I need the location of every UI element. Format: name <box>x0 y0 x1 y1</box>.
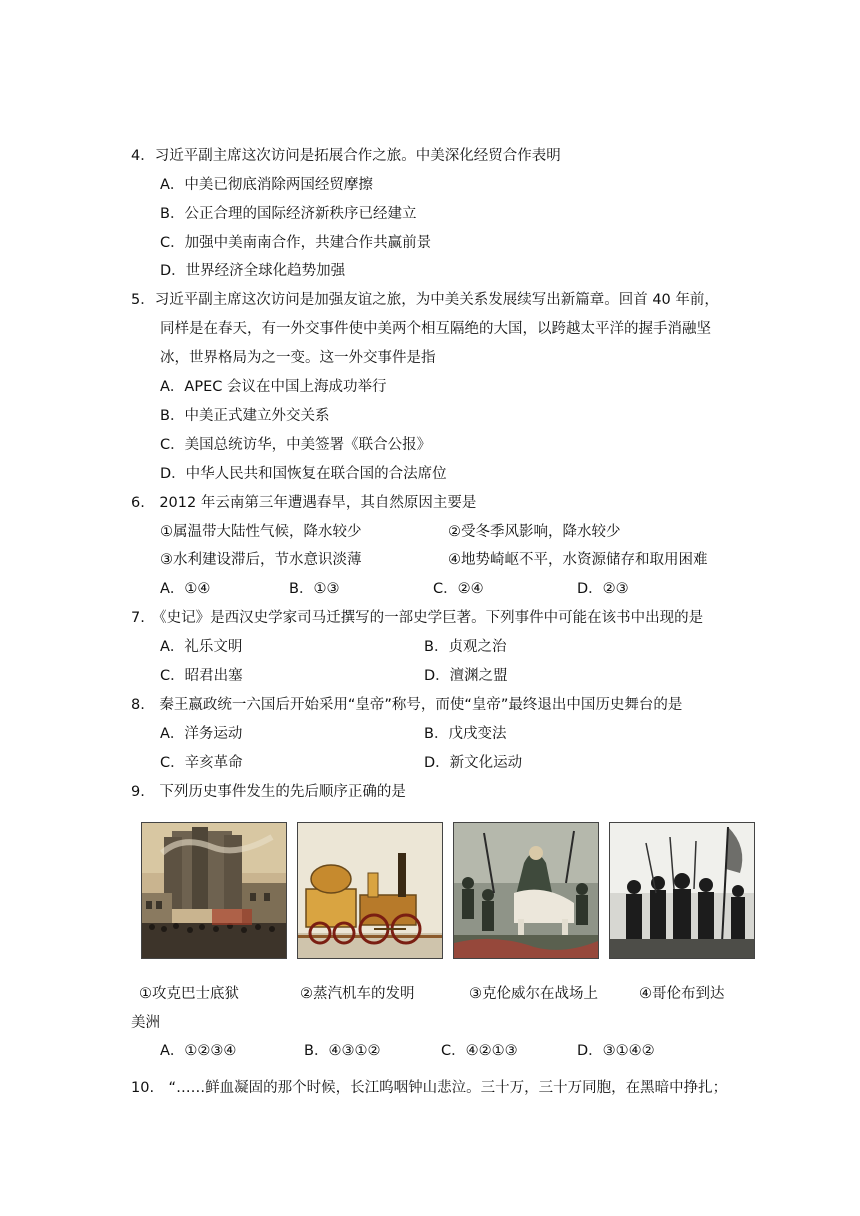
q5-option-b: B．中美正式建立外交关系 <box>160 408 330 424</box>
q9-caption-4-cont: 美洲 <box>131 1015 160 1031</box>
q9-option-b: B．④③①② <box>304 1043 381 1059</box>
q5-stem-line1: 5．习近平副主席这次访问是加强友谊之旅，为中美关系发展续写出新篇章。回首 40 年前， <box>131 292 719 308</box>
q9-option-a: A．①②③④ <box>160 1043 237 1059</box>
q6-statement-2: ②受冬季风影响，降水较少 <box>448 524 621 540</box>
q4-option-a: A．中美已彻底消除两国经贸摩擦 <box>160 177 373 193</box>
q5-option-c: C．美国总统访华，中美签署《联合公报》 <box>160 437 432 453</box>
steam-locomotive-image <box>297 822 443 959</box>
q9-stem: 9. 下列历史事件发生的先后顺序正确的是 <box>131 784 406 800</box>
q9-caption-4: ④哥伦布到达 <box>639 986 725 1002</box>
q5-stem-line2: 同样是在春天，有一外交事件使中美两个相互隔绝的大国，以跨越太平洋的握手消融坚 <box>160 321 711 337</box>
q4-option-b: B．公正合理的国际经济新秩序已经建立 <box>160 206 417 222</box>
q6-statement-4: ④地势崎岖不平，水资源储存和取用困难 <box>448 552 708 568</box>
q8-option-c: C．辛亥革命 <box>160 755 243 771</box>
q9-caption-3: ③克伦威尔在战场上 <box>469 986 598 1002</box>
q6-statement-1: ①属温带大陆性气候，降水较少 <box>160 524 362 540</box>
q5-option-a: A．APEC 会议在中国上海成功举行 <box>160 379 387 395</box>
q7-option-a: A．礼乐文明 <box>160 639 243 655</box>
columbus-image <box>609 822 755 959</box>
q4-option-d: D．世界经济全球化趋势加强 <box>160 263 346 279</box>
q7-option-b: B．贞观之治 <box>424 639 507 655</box>
q9-caption-2: ②蒸汽机车的发明 <box>300 986 415 1002</box>
q6-statement-3: ③水利建设滞后，节水意识淡薄 <box>160 552 362 568</box>
q8-option-a: A．洋务运动 <box>160 726 243 742</box>
q4-option-c: C．加强中美南南合作，共建合作共赢前景 <box>160 235 432 251</box>
q4-stem: 4．习近平副主席这次访问是拓展合作之旅。中美深化经贸合作表明 <box>131 148 561 164</box>
cromwell-image <box>453 822 599 959</box>
bastille-image <box>141 822 287 959</box>
q9-option-c: C．④②①③ <box>441 1043 518 1059</box>
q5-option-d: D．中华人民共和国恢复在联合国的合法席位 <box>160 466 447 482</box>
q8-option-b: B．戊戌变法 <box>424 726 507 742</box>
q6-option-c: C．②④ <box>433 581 484 597</box>
q6-option-a: A．①④ <box>160 581 211 597</box>
q8-stem: 8. 秦王嬴政统一六国后开始采用“皇帝”称号，而使“皇帝”最终退出中国历史舞台的是 <box>131 697 683 713</box>
q6-option-b: B．①③ <box>289 581 340 597</box>
q9-caption-1: ①攻克巴士底狱 <box>139 986 239 1002</box>
q10-stem: 10. “……鲜血凝固的那个时候，长江呜咽钟山悲泣。三十万，三十万同胞，在黑暗中挣扎； <box>131 1080 728 1096</box>
q7-option-d: D．澶渊之盟 <box>424 668 508 684</box>
q6-stem: 6. 2012 年云南第三年遭遇春旱，其自然原因主要是 <box>131 495 477 511</box>
q5-stem-line3: 冰，世界格局为之一变。这一外交事件是指 <box>160 350 436 366</box>
q6-option-d: D．②③ <box>577 581 629 597</box>
q7-stem: 7. 《史记》是西汉史学家司马迁撰写的一部史学巨著。下列事件中可能在该书中出现的是 <box>131 610 704 626</box>
q9-option-d: D．③①④② <box>577 1043 655 1059</box>
q8-option-d: D．新文化运动 <box>424 755 523 771</box>
q7-option-c: C．昭君出塞 <box>160 668 243 684</box>
